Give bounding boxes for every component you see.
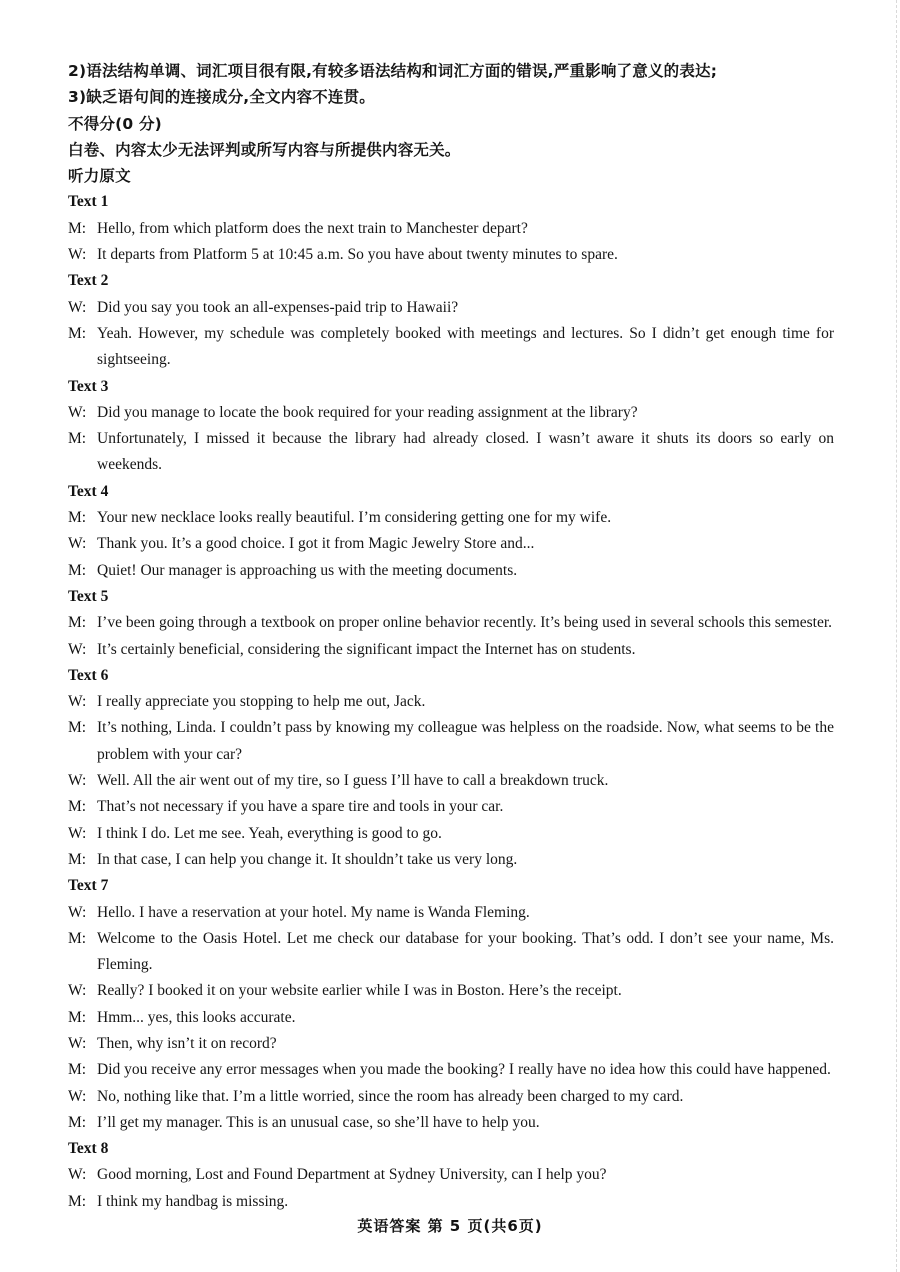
utterance-text: Thank you. It’s a good choice. I got it from Magic Jewelry Store and...: [97, 535, 535, 553]
utterance-text: It departs from Platform 5 at 10:45 a.m. So you have about twenty minutes to spare.: [97, 246, 618, 264]
speaker-label: M:: [68, 614, 87, 632]
speaker-label: M:: [68, 929, 87, 947]
speaker-label: W:: [68, 246, 87, 264]
utterance-text: I think my handbag is missing.: [97, 1192, 289, 1210]
utterance-text: Hmm... yes, this looks accurate.: [97, 1008, 296, 1026]
dialogue-line: [68, 715, 834, 768]
speaker-label: M:: [68, 430, 87, 448]
intro-line: 不得分(0 分): [68, 114, 162, 133]
dialogue-line: [68, 978, 834, 1004]
utterance-text: Your new necklace looks really beautiful. I’m considering getting one for my wife.: [97, 509, 612, 527]
utterance-text: In that case, I can help you change it. It shouldn’t take us very long.: [97, 850, 518, 868]
page-content: [68, 58, 834, 1215]
dialogue-line: [68, 1162, 834, 1188]
section-title: Text 4: [68, 482, 109, 500]
speaker-label: W:: [68, 982, 87, 1000]
utterance-text: Really? I booked it on your website earlier while I was in Boston. Here’s the receipt.: [97, 982, 622, 1000]
dialogue-line: [68, 610, 834, 636]
utterance-text: Unfortunately, I missed it because the library had already closed. I wasn’t aware it shuts its doors so early on weekends.: [97, 430, 834, 474]
page-footer: 英语答案 第 5 页(共6页): [357, 1217, 543, 1235]
speaker-label: W:: [68, 1087, 87, 1105]
speaker-label: W:: [68, 772, 87, 790]
speaker-label: M:: [68, 1113, 87, 1131]
scan-edge-artifact: [896, 0, 897, 1272]
dialogue-line: [68, 216, 834, 242]
dialogue-line: [68, 637, 834, 663]
dialogue-line: [68, 321, 834, 374]
dialogue-line: [68, 426, 834, 479]
dialogue-line: [68, 689, 834, 715]
section-title: Text 1: [68, 193, 109, 211]
dialogue-line: [68, 1005, 834, 1031]
section-title: Text 3: [68, 377, 109, 395]
speaker-label: W:: [68, 903, 87, 921]
dialogue-line: [68, 558, 834, 584]
dialogue-line: [68, 505, 834, 531]
dialogue-line: [68, 400, 834, 426]
utterance-text: Hello. I have a reservation at your hotel. My name is Wanda Fleming.: [97, 903, 530, 921]
intro-line: 白卷、内容太少无法评判或所写内容与所提供内容无关。: [68, 140, 461, 159]
intro-line: 听力原文: [68, 167, 131, 186]
utterance-text: I’ll get my manager. This is an unusual case, so she’ll have to help you.: [97, 1113, 540, 1131]
dialogue-line: [68, 900, 834, 926]
speaker-label: M:: [68, 219, 87, 237]
speaker-label: W:: [68, 298, 87, 316]
utterance-text: Welcome to the Oasis Hotel. Let me check our database for your booking. That’s odd. I don’t see your name, Ms. Fleming.: [97, 929, 834, 974]
dialogue-line: [68, 531, 834, 557]
speaker-label: W:: [68, 535, 87, 553]
dialogue-line: [68, 242, 834, 268]
speaker-label: M:: [68, 509, 87, 527]
dialogue-line: [68, 768, 834, 794]
dialogue-line: [68, 794, 834, 820]
dialogue-line: [68, 926, 834, 979]
utterance-text: No, nothing like that. I’m a little worried, since the room has already been charged to my card.: [97, 1087, 684, 1105]
transcript-block: [68, 189, 834, 1215]
speaker-label: M:: [68, 561, 87, 579]
utterance-text: Did you receive any error messages when you made the booking? I really have no idea how this could have happened.: [97, 1061, 831, 1079]
utterance-text: Quiet! Our manager is approaching us with the meeting documents.: [97, 561, 518, 579]
dialogue-line: [68, 1189, 834, 1215]
utterance-text: It’s nothing, Linda. I couldn’t pass by knowing my colleague was helpless on the roadside. Now, what seems to be the problem with your car?: [97, 719, 834, 763]
dialogue-line: [68, 847, 834, 873]
dialogue-line: [68, 1057, 834, 1083]
speaker-label: M:: [68, 324, 87, 342]
utterance-text: Then, why isn’t it on record?: [97, 1034, 277, 1052]
section-title: Text 6: [68, 666, 109, 684]
speaker-label: M:: [68, 850, 87, 868]
utterance-text: Did you manage to locate the book required for your reading assignment at the library?: [97, 403, 638, 421]
utterance-text: Yeah. However, my schedule was completely booked with meetings and lectures. So I didn’t get enough time for sightseeing.: [97, 324, 834, 369]
utterance-text: It’s certainly beneficial, considering the significant impact the Internet has on students.: [97, 640, 636, 658]
dialogue-line: [68, 1110, 834, 1136]
utterance-text: Good morning, Lost and Found Department at Sydney University, can I help you?: [97, 1166, 607, 1184]
speaker-label: W:: [68, 1166, 87, 1184]
intro-block: [68, 58, 834, 189]
speaker-label: M:: [68, 1008, 87, 1026]
utterance-text: Did you say you took an all-expenses-paid trip to Hawaii?: [97, 298, 459, 316]
utterance-text: Well. All the air went out of my tire, so I guess I’ll have to call a breakdown truck.: [97, 772, 609, 790]
dialogue-line: [68, 295, 834, 321]
utterance-text: I think I do. Let me see. Yeah, everything is good to go.: [97, 824, 442, 842]
utterance-text: I’ve been going through a textbook on proper online behavior recently. It’s being used in several schools this semester.: [97, 614, 833, 632]
speaker-label: M:: [68, 798, 87, 816]
section-title: Text 2: [68, 272, 109, 290]
speaker-label: W:: [68, 824, 87, 842]
speaker-label: W:: [68, 1034, 87, 1052]
utterance-text: That’s not necessary if you have a spare tire and tools in your car.: [97, 798, 504, 816]
section-title: Text 8: [68, 1140, 109, 1158]
intro-line: 2)语法结构单调、词汇项目很有限,有较多语法结构和词汇方面的错误,严重影响了意义的表达;: [68, 62, 718, 80]
utterance-text: Hello, from which platform does the next train to Manchester depart?: [97, 219, 528, 237]
speaker-label: M:: [68, 719, 87, 737]
section-title: Text 7: [68, 877, 109, 895]
dialogue-line: [68, 1031, 834, 1057]
section-title: Text 5: [68, 587, 109, 605]
intro-line: 3)缺乏语句间的连接成分,全文内容不连贯。: [68, 88, 375, 107]
speaker-label: W:: [68, 693, 87, 711]
utterance-text: I really appreciate you stopping to help me out, Jack.: [97, 693, 426, 711]
dialogue-line: [68, 1084, 834, 1110]
speaker-label: M:: [68, 1061, 87, 1079]
speaker-label: M:: [68, 1192, 87, 1210]
speaker-label: W:: [68, 640, 87, 658]
speaker-label: W:: [68, 403, 87, 421]
dialogue-line: [68, 821, 834, 847]
